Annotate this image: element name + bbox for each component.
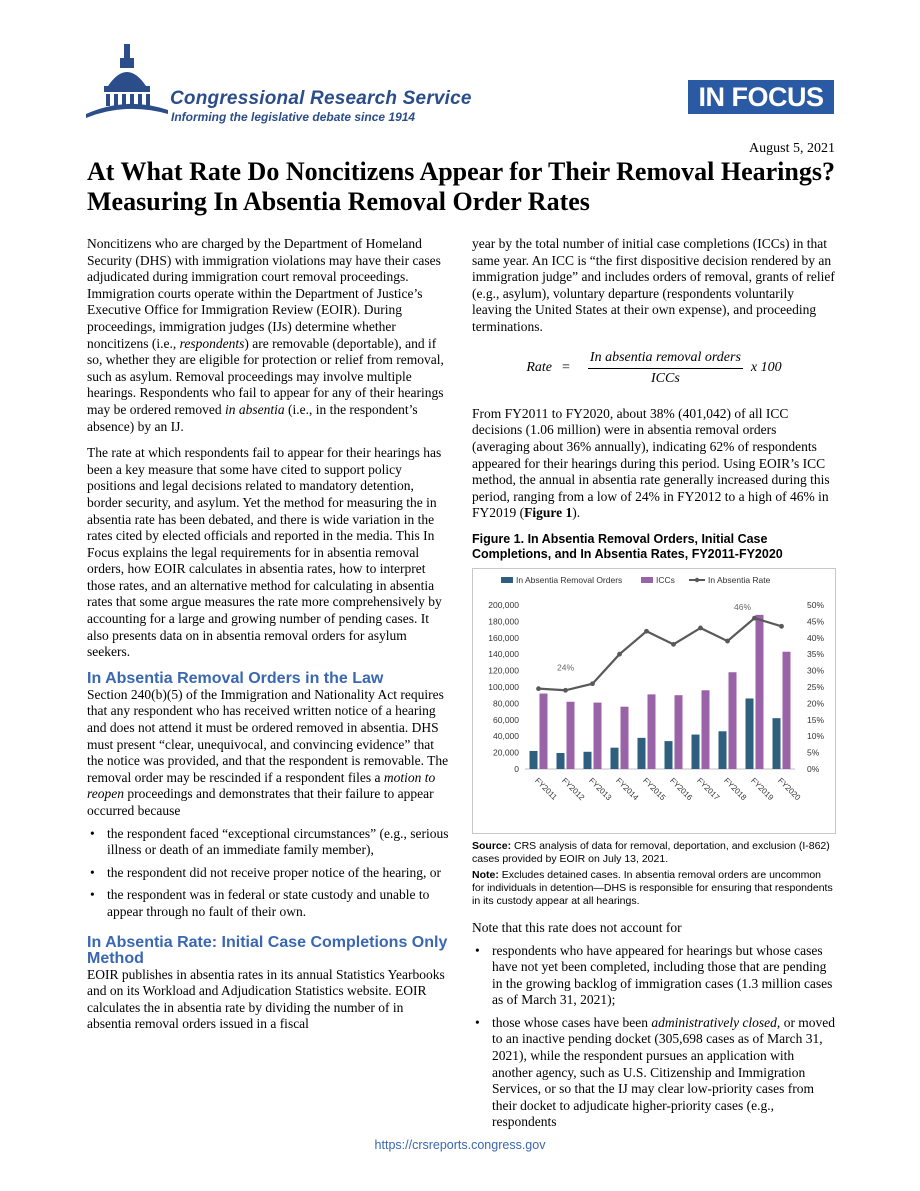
left-axis-tick: 160,000 <box>488 632 519 643</box>
left-axis-tick: 200,000 <box>488 599 519 610</box>
bar-in-absentia-orders <box>530 751 538 769</box>
caveat-list <box>472 943 836 1132</box>
x-axis-tick: FY2011 <box>533 775 559 802</box>
rate-point <box>779 624 784 629</box>
list-item: • those whose cases have been administratively closed, or moved to an inactive pending docket (305,698 cases as of March 31, 2021), while the respondent pursues an application with another agency, such as U.S. Citizenship and Immigration Services, or so that the IJ may clear low-priority cases from their docket to adjudicate higher-priority cases (e.g., respondents <box>492 1015 836 1131</box>
x-axis-tick: FY2020 <box>776 775 803 803</box>
trend-paragraph: From FY2011 to FY2020, about 38% (401,042) of all ICC decisions (1.06 million) were in absentia removal orders (averaging about 36% annually), indicating 62% of respondents appeared for their hearings during this period. Using EOIR’s ICC method, the annual in absentia rate generally increased during this period, ranging from a low of 24% in FY2012 to a high of 46% in FY2019 (Figure 1). <box>472 405 830 521</box>
bar-in-absentia-orders <box>611 748 619 769</box>
bar-in-absentia-orders <box>557 753 565 769</box>
annotation-low: 24% <box>556 662 575 673</box>
legend-label-rate: In Absentia Rate <box>708 574 771 585</box>
section-heading-method: In Absentia Rate: Initial Case Completions Only Method <box>87 933 448 967</box>
list-item: • the respondent did not receive proper notice of the hearing, or <box>107 865 450 882</box>
method-paragraph: EOIR publishes in absentia rates in its annual Statistics Yearbooks and on its Workload and Adjudication Statistics website. EOIR calculates the in absentia rate by dividing the number of in absentia removal orders issued in a fiscal <box>87 966 445 1032</box>
icc-paragraph: year by the total number of initial case completions (ICCs) in that same year. An ICC is “the first dispositive decision rendered by an immigration judge” and includes orders of removal, grants of relief (e.g., asylum), voluntary departure (respondents voluntarily leaving the United States at their own expense), and proceeding terminations. <box>472 236 835 334</box>
right-axis-tick: 45% <box>807 616 825 627</box>
legend-swatch-orders <box>501 577 513 583</box>
figure-source: Source: CRS analysis of data for removal, deportation, and exclusion (I-862) cases provided by EOIR on July 13, 2021. <box>472 839 830 865</box>
x-axis-tick: FY2019 <box>749 775 776 803</box>
right-axis-tick: 10% <box>807 731 825 742</box>
bar-iccs <box>621 707 629 769</box>
bar-iccs <box>729 672 737 769</box>
right-axis-tick: 30% <box>807 665 825 676</box>
footer-url[interactable]: https://crsreports.congress.gov <box>374 1138 546 1152</box>
rate-point <box>590 681 595 686</box>
rate-formula: Rate = $\frac{\text{In absentia removal orders}}{\text{ICCs}}$ x 100 <box>526 349 782 387</box>
bar-in-absentia-orders <box>746 698 754 769</box>
right-column <box>472 236 836 1137</box>
right-axis-tick: 25% <box>807 681 825 692</box>
in-focus-badge: IN FOCUS <box>688 80 834 114</box>
right-axis-tick: 0% <box>807 763 820 774</box>
rate-point <box>698 625 703 630</box>
bar-iccs <box>702 690 710 769</box>
page-title: At What Rate Do Noncitizens Appear for Their Removal Hearings? Measuring In Absentia Removal Order Rates <box>87 157 835 216</box>
bar-iccs <box>675 695 683 769</box>
caveat-intro: Note that this rate does not account for <box>472 919 682 935</box>
bar-in-absentia-orders <box>665 741 673 769</box>
left-axis-tick: 0 <box>514 763 519 774</box>
right-axis-tick: 40% <box>807 632 825 643</box>
bar-iccs <box>783 652 791 769</box>
left-axis-tick: 180,000 <box>488 616 519 627</box>
left-axis-tick: 60,000 <box>493 714 519 725</box>
left-axis-tick: 20,000 <box>493 747 519 758</box>
rate-point <box>617 652 622 657</box>
figure-caption: Figure 1. In Absentia Removal Orders, Initial Case Completions, and In Absentia Rates, FY2011-FY2020 <box>472 531 783 561</box>
chart-svg <box>473 569 835 833</box>
intro-paragraph: Noncitizens who are charged by the Department of Homeland Security (DHS) with immigration violations may have their cases adjudicated during immigration court removal proceedings. Immigration courts operate within the Department of Justice’s Executive Office for Immigration Review (EOIR). During proceedings, immigration judges (IJs) determine whether noncitizens (i.e., respondents) are removable (deportable), and if so, whether they are eligible for protection or relief from removal, such as asylum. Removal proceedings may involve multiple hearings. Respondents who fail to appear for any of their hearings may be ordered removed in absentia (i.e., in the respondent’s absence) by an IJ. <box>87 236 444 434</box>
bar-iccs <box>594 702 602 768</box>
bar-iccs <box>567 702 575 769</box>
list-item: • respondents who have appeared for hearings but whose cases have not yet been completed, including those that are pending in the growing backlog of immigration cases (1.3 million cases as of March 31, 2021); <box>492 943 836 1009</box>
legend-swatch-iccs <box>641 577 653 583</box>
rate-paragraph: The rate at which respondents fail to appear for their hearings has been a key measure that some have cited to support policy positions and legal decisions related to mandatory detention, border security, and asylum. Yet the method for measuring the in absentia rate has been debated, and there is wide variation in the rates cited by elected officials and reported in the media. This In Focus explains the legal requirements for in absentia removal orders, how EOIR calculates in absentia rates, how to interpret those rates, and an alternative method for calculating in absentia rates that some argue measures the rate more comprehensively by accounting for a large and growing number of pending cases. It also presents data on in absentia removal orders for asylum seekers. <box>87 445 442 660</box>
right-axis-tick: 35% <box>807 649 825 660</box>
legend-label-iccs: ICCs <box>656 574 675 585</box>
org-name: Congressional Research Service <box>170 88 472 109</box>
right-axis-tick: 20% <box>807 698 825 709</box>
law-paragraph: Section 240(b)(5) of the Immigration and Nationality Act requires that any respondent who has received written notice of a hearing and does not attend it must be ordered removed in absentia. DHS must present “clear, unequivocal, and convincing evidence” that the notice was provided, and that the respondent is removable. The removal order may be rescinded if a respondent files a motion to reopen proceedings and demonstrates that their failure to appear occurred because <box>87 686 449 818</box>
x-axis-tick: FY2016 <box>668 775 695 803</box>
right-axis-tick: 15% <box>807 714 825 725</box>
org-tagline: Informing the legislative debate since 1914 <box>171 110 416 124</box>
left-axis-tick: 40,000 <box>493 731 519 742</box>
right-axis-tick: 50% <box>807 599 825 610</box>
list-item: • the respondent was in federal or state custody and unable to appear through no fault of their own. <box>107 887 450 920</box>
section-heading-law: In Absentia Removal Orders in the Law <box>87 669 384 687</box>
rate-point <box>563 688 568 693</box>
left-axis-tick: 140,000 <box>488 649 519 660</box>
annotation-high: 46% <box>733 602 752 613</box>
publication-date: August 5, 2021 <box>749 141 835 156</box>
left-axis-tick: 80,000 <box>493 698 519 709</box>
x-axis-tick: FY2015 <box>641 775 668 803</box>
rate-point <box>644 629 649 634</box>
legend-marker-rate <box>695 578 699 582</box>
left-axis-tick: 120,000 <box>488 665 519 676</box>
x-axis-tick: FY2018 <box>722 775 749 803</box>
rate-point <box>725 639 730 644</box>
legend-label-orders: In Absentia Removal Orders <box>516 574 623 585</box>
bar-in-absentia-orders <box>773 718 781 769</box>
left-axis-tick: 100,000 <box>488 681 519 692</box>
left-column <box>87 236 450 1043</box>
rate-point <box>752 616 757 621</box>
x-axis-tick: FY2012 <box>560 775 587 803</box>
bar-in-absentia-orders <box>638 738 646 769</box>
right-axis-tick: 5% <box>807 747 820 758</box>
figure-1-chart <box>472 568 836 834</box>
bar-iccs <box>540 693 548 768</box>
bar-in-absentia-orders <box>692 734 700 768</box>
bar-in-absentia-orders <box>584 752 592 769</box>
list-item: • the respondent faced “exceptional circumstances” (e.g., serious illness or death of an immediate family member), <box>107 826 450 859</box>
figure-note: Note: Excludes detained cases. In absentia removal orders are uncommon for individuals in detention—DHS is responsible for ensuring that respondents in its custody appear at all hearings. <box>472 868 833 907</box>
crs-dome-logo <box>86 40 168 122</box>
rate-line <box>539 618 782 690</box>
bar-iccs <box>648 694 656 769</box>
x-axis-tick: FY2013 <box>587 775 614 803</box>
circumstances-list <box>87 826 450 921</box>
bar-iccs <box>756 615 764 769</box>
rate-point <box>536 686 541 691</box>
x-axis-tick: FY2014 <box>614 775 641 803</box>
rate-point <box>671 642 676 647</box>
bar-in-absentia-orders <box>719 731 727 769</box>
x-axis-tick: FY2017 <box>695 775 722 803</box>
